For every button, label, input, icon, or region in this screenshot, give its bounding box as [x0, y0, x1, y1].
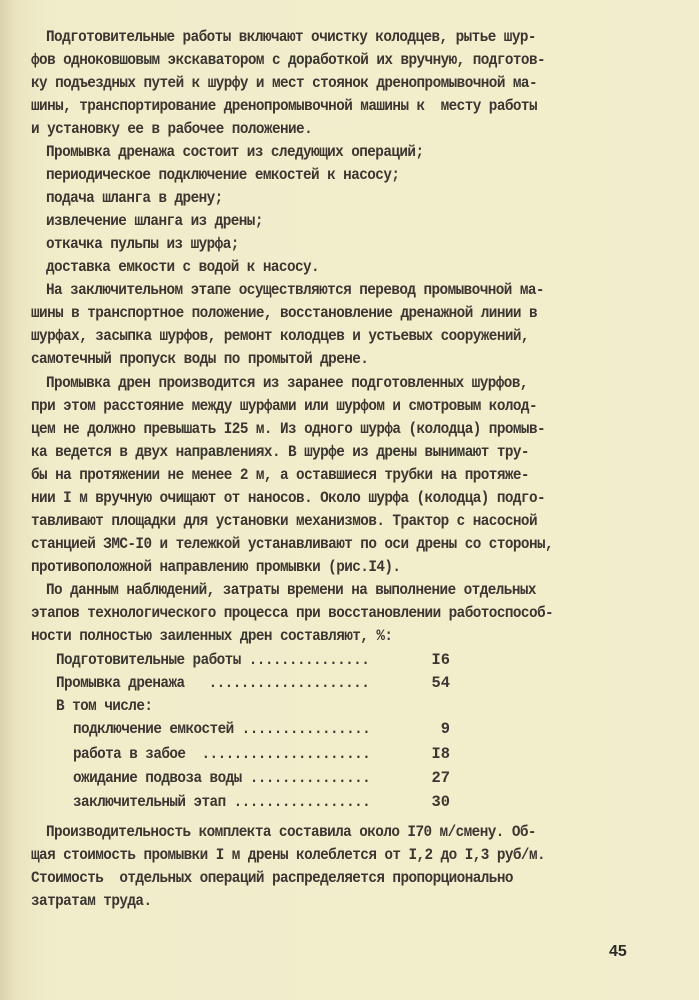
table-row-value: I6	[431, 651, 450, 669]
text-line: бы на протяжении не менее 2 м, а оставшиеся трубки на протяже-	[31, 466, 529, 484]
table-row-label: подключение емкостей ................	[73, 720, 371, 738]
text-line: щая стоимость промывки I м дрены колеблется от I,2 до I,3 руб/м.	[31, 846, 546, 864]
text-line: нии I м вручную очищают от наносов. Около шурфа (колодца) подго-	[31, 489, 546, 507]
text-line: цем не должно превышать I25 м. Из одного шурфа (колодца) промыв-	[31, 420, 546, 438]
table-row-label: Подготовительные работы ...............	[56, 651, 370, 669]
text-line: Производительность комплекта составила около I70 м/смену. Об-	[46, 823, 536, 841]
table-row-value: I8	[431, 745, 450, 763]
text-line: ку подъездных путей к шурфу и мест стоянок дренопромывочной ма-	[31, 74, 537, 92]
table-row-label: В том числе:	[56, 697, 153, 715]
text-line: шурфах, засыпка шурфов, ремонт колодцев и устьевых сооружений,	[31, 327, 529, 345]
text-line: ности полностью заиленных дрен составляют, %:	[31, 627, 393, 645]
table-row-label: ожидание подвоза воды ...............	[73, 769, 371, 787]
table-row-label: Промывка дренажа ....................	[56, 674, 370, 692]
text-line: самотечный пропуск воды по промытой дрене.	[31, 350, 369, 368]
text-line: шины, транспортирование дренопромывочной машины к месту работы	[31, 97, 537, 115]
text-line: при этом расстояние между шурфами или шурфом и смотровым колод-	[31, 397, 537, 415]
text-line: По данным наблюдений, затраты времени на выполнение отдельных	[46, 581, 536, 599]
list-item: подача шланга в дрену;	[46, 189, 223, 207]
text-line: затратам труда.	[31, 892, 152, 910]
table-row-value: 27	[431, 769, 450, 787]
text-line: этапов технологического процесса при восстановлении работоспособ-	[31, 604, 554, 622]
table-row-label: заключительный этап .................	[73, 793, 371, 811]
text-line: фов одноковшовым экскаватором с доработкой их вручную, подготов-	[31, 51, 546, 69]
table-row-value: 30	[431, 793, 450, 811]
text-line: и установку ее в рабочее положение.	[31, 120, 313, 138]
text-line: Промывка дрен производится из заранее подготовленных шурфов,	[46, 374, 528, 392]
text-line: станцией ЗМС-I0 и тележкой устанавливают по оси дрены со стороны,	[31, 535, 554, 553]
text-line: противоположной направлению промывки (рис.I4).	[31, 558, 401, 576]
table-row-value: 54	[431, 674, 450, 692]
list-item: доставка емкости с водой к насосу.	[46, 258, 320, 276]
text-line: Промывка дренажа состоит из следующих операций;	[46, 143, 424, 161]
text-line: Подготовительные работы включают очистку колодцев, рытье шур-	[46, 28, 536, 46]
text-line: тавливают площадки для установки механизмов. Трактор с насосной	[31, 512, 537, 530]
list-item: откачка пульпы из шурфа;	[46, 235, 239, 253]
list-item: извлечение шланга из дрены;	[46, 212, 263, 230]
text-line: Стоимость отдельных операций распределяется пропорционально	[31, 869, 513, 887]
table-row-label: работа в забое .....................	[73, 745, 371, 763]
page-number: 45	[609, 943, 627, 960]
text-line: шины в транспортное положение, восстановление дренажной линии в	[31, 304, 537, 322]
list-item: периодическое подключение емкостей к насосу;	[46, 166, 400, 184]
table-row-value: 9	[440, 720, 450, 738]
text-line: На заключительном этапе осуществляются перевод промывочной ма-	[46, 281, 544, 299]
text-line: ка ведется в двух направлениях. В шурфе из дрены вынимают тру-	[31, 443, 529, 461]
